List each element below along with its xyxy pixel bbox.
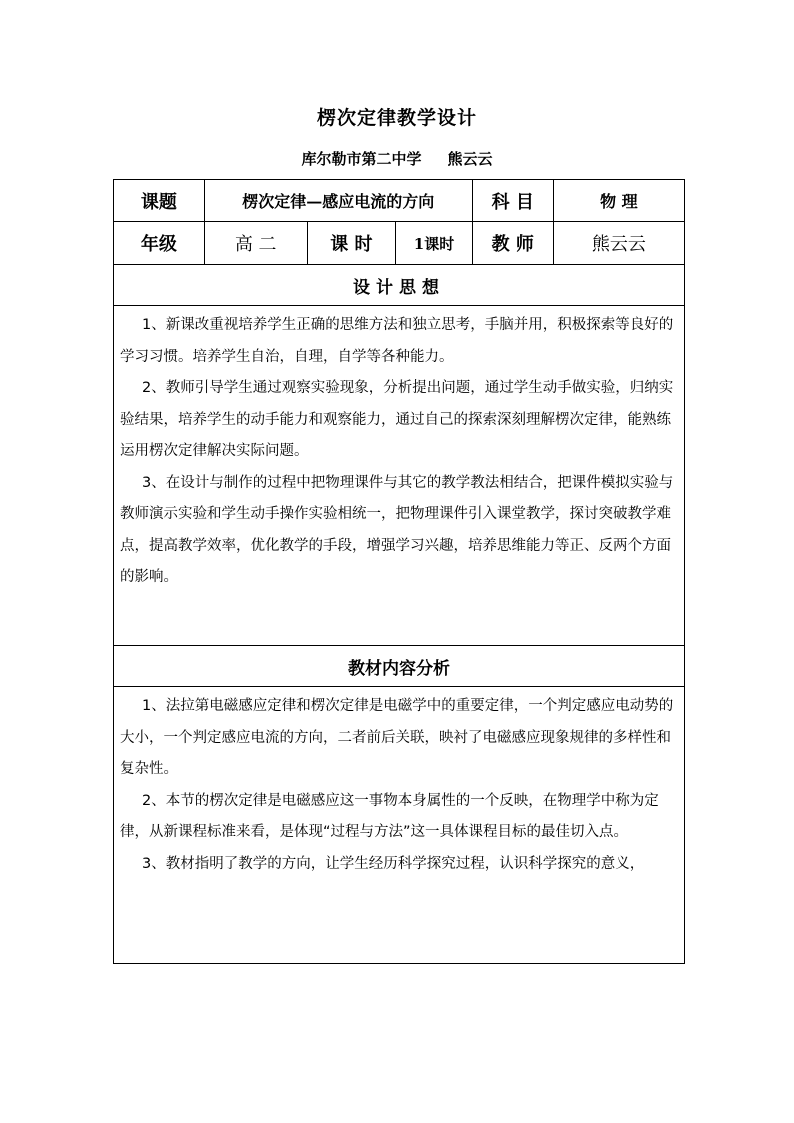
lesson-plan-table: [113, 179, 685, 964]
table-row: [114, 265, 685, 306]
document-title: 楞次定律教学设计: [316, 107, 477, 129]
analysis-paragraph-3: 3、教材指明了教学的方向，让学生经历科学探究过程，认识科学探究的意义，: [142, 855, 645, 872]
document-subtitle: [0, 148, 794, 169]
design-paragraph-1: 1、新课改重视培养学生正确的思维方法和独立思考，手脑并用，积极探索等良好的学习习惯。培养学生自治，自理，自学等各种能力。: [120, 317, 674, 365]
subject-value: 物 理: [553, 180, 684, 222]
grade-label: 年级: [114, 222, 205, 265]
topic-value: 楞次定律—感应电流的方向: [204, 180, 472, 222]
period-value: 1课时: [396, 222, 473, 265]
subject-label: 科 目: [472, 180, 553, 222]
teacher-label: 教 师: [472, 222, 553, 265]
table-row: [114, 687, 685, 964]
school-name: 库尔勒市第二中学: [301, 150, 422, 168]
analysis-content: [114, 687, 685, 964]
topic-label: 课题: [114, 180, 205, 222]
design-content: [114, 306, 685, 646]
analysis-heading: 教材内容分析: [114, 646, 685, 687]
table-row: [114, 646, 685, 687]
analysis-paragraph-1: 1、法拉第电磁感应定律和楞次定律是电磁学中的重要定律，一个判定感应电动势的大小，一个判定感应电流的方向，二者前后关联，映衬了电磁感应现象规律的多样性和复杂性。: [120, 698, 674, 777]
design-heading: 设计思想: [114, 265, 685, 306]
design-paragraph-2: 2、教师引导学生通过观察实验现象，分析提出问题，通过学生动手做实验，归纳实验结果，培养学生的动手能力和观察能力，通过自己的探索深刻理解楞次定律，能熟练运用楞次定律解决实际问题。: [120, 380, 674, 459]
table-row: [114, 306, 685, 646]
teacher-value: 熊云云: [553, 222, 684, 265]
author-name: 熊云云: [447, 150, 493, 168]
period-label: 课 时: [307, 222, 396, 265]
table-row: [114, 180, 685, 222]
grade-value: 高 二: [204, 222, 307, 265]
table-row: [114, 222, 685, 265]
analysis-paragraph-2: 2、本节的楞次定律是电磁感应这一事物本身属性的一个反映，在物理学中称为定律，从新课程标准来看，是体现“过程与方法”这一具体课程目标的最佳切入点。: [120, 792, 659, 840]
design-paragraph-3: 3、在设计与制作的过程中把物理课件与其它的教学教法相结合，把课件模拟实验与教师演示实验和学生动手操作实验相统一，把物理课件引入课堂教学，探讨突破教学难点，提高教学效率，优化教学的手段，增强学习兴趣，培养思维能力等正、反两个方面的影响。: [120, 474, 674, 585]
